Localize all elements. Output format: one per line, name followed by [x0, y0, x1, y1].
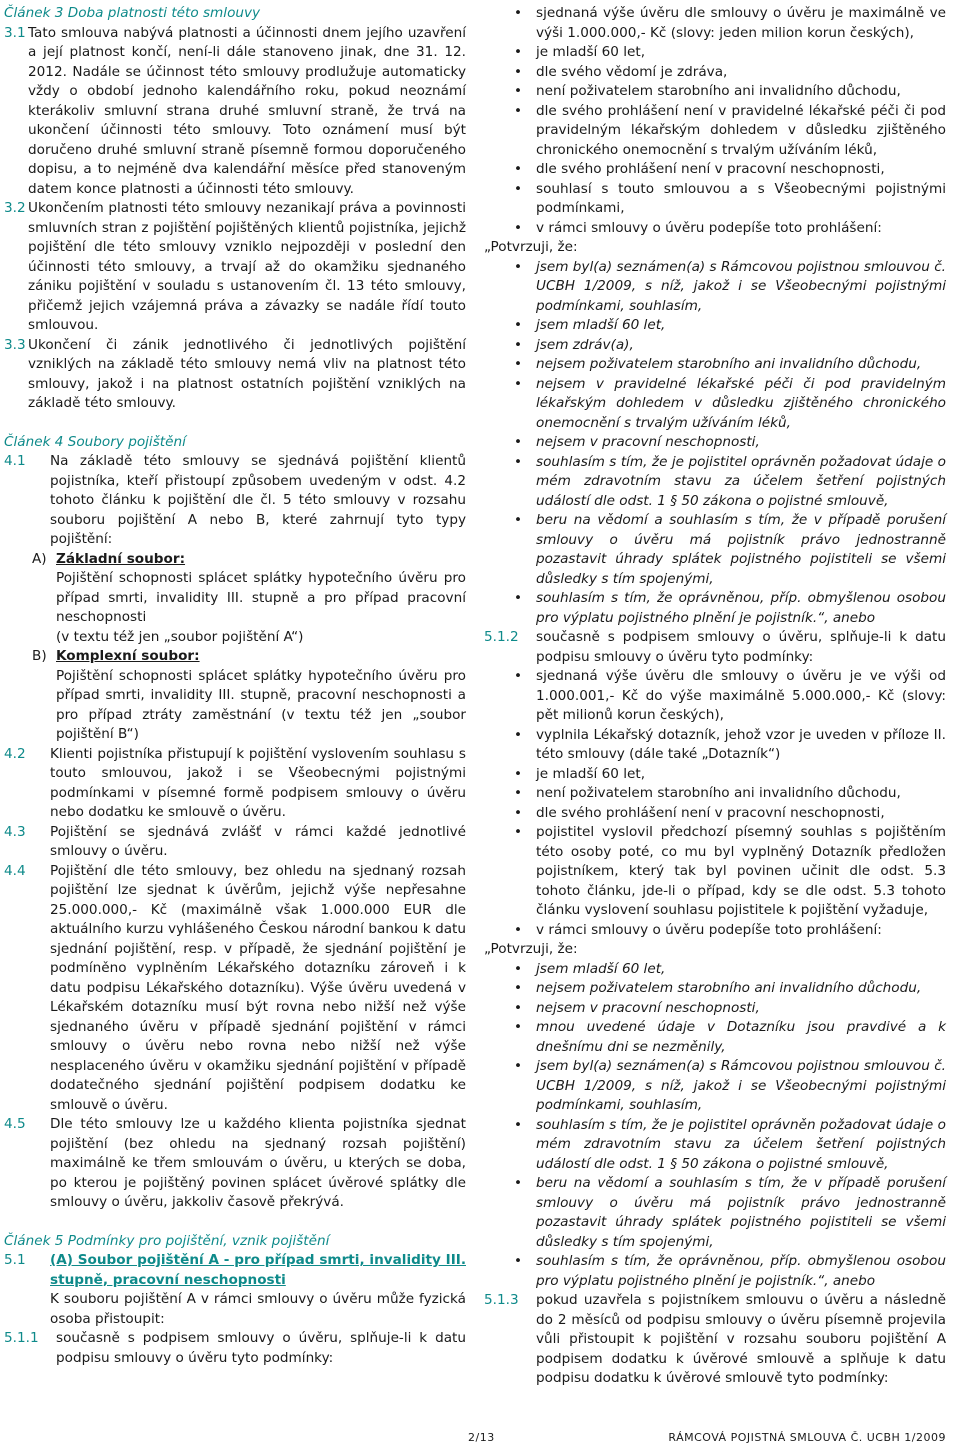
condition-item: • vyplnila Lékařský dotazník, jehož vzor je uveden v příloze II. této smlouvy (dále také „Dotazník“) — [484, 726, 946, 765]
section-number: 3.3 — [4, 336, 26, 353]
condition-item: • dle svého vědomí je zdráva, — [484, 63, 946, 83]
section-5-1 — [4, 1251, 466, 1329]
declaration-item: • nejsem poživatelem starobního ani invalidního důchodu, — [484, 979, 946, 999]
section-number: 5.1.1 — [4, 1330, 39, 1346]
section-4-3 — [4, 823, 466, 862]
section-number: 5.1.2 — [484, 629, 519, 645]
section-text: Pojištění se sjednává zvlášť v rámci každé jednotlivé smlouvy o úvěru. — [50, 823, 466, 859]
option-letter: A) — [32, 550, 47, 567]
condition-item: • v rámci smlouvy o úvěru podepíše toto prohlášení: — [484, 219, 946, 239]
condition-item: • je mladší 60 let, — [484, 43, 946, 63]
condition-item: • sjednaná výše úvěru dle smlouvy o úvěru je ve výši od 1.000.001,- Kč do výše maximálně 5.000.000,- Kč (slovy: pět milionů korun českých), — [484, 667, 946, 726]
section-text: Klienti pojistníka přistupují k pojištění vyslovením souhlasu s touto smlouvou, jakož i se Všeobecnými pojistnými podmínkami v písemné formě podpisem smlouvy o úvěru nebo dodatku ke smlouvě o úvěru. — [50, 745, 466, 820]
option-title: Komplexní soubor: — [56, 648, 200, 664]
condition-item: • je mladší 60 let, — [484, 765, 946, 785]
conditions-list-1 — [484, 4, 946, 238]
section-number: 3.1 — [4, 24, 26, 41]
declaration-item: • souhlasím s tím, že oprávněnou, příp. obmyšlenou osobou pro výplatu pojistného plnění je pojistník.“, anebo — [484, 589, 946, 628]
section-text: Tato smlouva nabývá platnosti a účinnosti dnem jejího uzavření a její platnost končí, není-li dále stanoveno jinak, dne 31. 12. 2012. Nadále se účinnost této smlouvy prodlužuje automaticky vždy o období jednoho kalendářního roku, pokud neoznámí kterákoliv smluvní strana druhé smluvní straně, že trvá na ukončení účinnosti této smlouvy. Toto oznámení musí být doručeno druhé smluvní straně písemně formou doporučeného dopisu, a to nejméně dva kalendářní měsíce před stanoveným datem konce platnosti a účinnosti této smlouvy. — [28, 24, 466, 197]
condition-item: • dle svého prohlášení není v pracovní neschopnosti, — [484, 804, 946, 824]
article-3-heading: Článek 3 Doba platnosti této smlouvy — [4, 5, 261, 21]
section-text: současně s podpisem smlouvy o úvěru, splňuje-li k datu podpisu smlouvy o úvěru tyto podmínky: — [536, 629, 946, 665]
left-column — [4, 4, 466, 1368]
section-number: 4.1 — [4, 453, 26, 469]
declaration-item: • souhlasím s tím, že je pojistitel oprávněn požadovat údaje o mém zdravotním stavu za účelem šetření pojistných událostí dle odst. 1 § 50 zákona o pojistné smlouvě, — [484, 1116, 946, 1175]
condition-item: • souhlasí s touto smlouvou a s Všeobecnými pojistnými podmínkami, — [484, 180, 946, 219]
section-4-5 — [4, 1115, 466, 1213]
section-3-1 — [4, 24, 466, 200]
section-4-1 — [4, 452, 466, 550]
section-5-1-2 — [484, 628, 946, 667]
section-text: současně s podpisem smlouvy o úvěru, splňuje-li k datu podpisu smlouvy o úvěru tyto podmínky: — [56, 1330, 466, 1366]
declaration-item: • nejsem poživatelem starobního ani invalidního důchodu, — [484, 355, 946, 375]
section-text: Na základě této smlouvy se sjednává pojištění klientů pojistníka, kteří přistoupí způsobem uvedeným v odst. 4.2 tohoto článku k pojištění dle čl. 5 této smlouvy v rozsahu souboru pojištění A nebo B, které zahrnují tyto typy pojištění: — [50, 453, 466, 547]
condition-item: • dle svého prohlášení není v pracovní neschopnosti, — [484, 160, 946, 180]
declaration-item: • jsem mladší 60 let, — [484, 960, 946, 980]
declaration-item: • nejsem v pracovní neschopnosti, — [484, 433, 946, 453]
condition-item: • sjednaná výše úvěru dle smlouvy o úvěru je maximálně ve výši 1.000.000,- Kč (slovy: jeden milion korun českých), — [484, 4, 946, 43]
section-3-3 — [4, 336, 466, 414]
section-number: 3.2 — [4, 200, 26, 216]
conditions-list-2 — [484, 667, 946, 940]
declaration-item: • jsem zdráv(a), — [484, 336, 946, 356]
page-number: 2/13 — [468, 1431, 495, 1444]
section-text: K souboru pojištění A v rámci smlouvy o úvěru může fyzická osoba přistoupit: — [50, 1291, 466, 1327]
option-text: Pojištění schopnosti splácet splátky hypotečního úvěru pro případ smrti, invalidity III. stupně a pro případ pracovní neschopnosti — [56, 570, 466, 625]
declaration-item: • nejsem v pracovní neschopnosti, — [484, 999, 946, 1019]
section-number: 5.1 — [4, 1252, 26, 1268]
right-column — [484, 4, 946, 1389]
condition-item: • v rámci smlouvy o úvěru podepíše toto prohlášení: — [484, 921, 946, 941]
section-number: 5.1.3 — [484, 1292, 519, 1308]
declaration-intro: „Potvrzuji, že: — [484, 239, 578, 255]
section-3-2 — [4, 199, 466, 336]
section-title: (A) Soubor pojištění A - pro případ smrti, invalidity III. stupně, pracovní neschopnosti — [50, 1252, 466, 1288]
option-letter: B) — [32, 648, 47, 664]
section-number: 4.2 — [4, 745, 26, 762]
declaration-item: • jsem mladší 60 let, — [484, 316, 946, 336]
section-text: Dle této smlouvy lze u každého klienta pojistníka sjednat pojištění (bez ohledu na sjednaný rozsah pojištění) maximálně ke třem smlouvám o úvěru, u kterých se doba, po kterou je pojištěný povinen splácet úvěrové splátky dle smlouvy o úvěru, jakkoliv časově překrývá. — [50, 1116, 466, 1210]
declaration-list-2 — [484, 960, 946, 1292]
declaration-list-1 — [484, 258, 946, 629]
section-text: pokud uzavřela s pojistníkem smlouvu o úvěru a následně do 2 měsíců od podpisu smlouvy o úvěru písemně projevila vůli přistoupit k pojištění v rozsahu souboru pojištění A podpisem dodatku k úvěrové smlouvě a splňuje k datu podpisu dodatku k úvěrové smlouvě tyto podmínky: — [536, 1292, 946, 1386]
option-body — [56, 647, 466, 745]
article-4-heading: Článek 4 Soubory pojištění — [4, 433, 186, 450]
section-5-1-3 — [484, 1291, 946, 1389]
condition-item: • není poživatelem starobního ani invalidního důchodu, — [484, 784, 946, 804]
section-number: 4.5 — [4, 1116, 26, 1132]
option-note: (v textu též jen „soubor pojištění A“) — [56, 628, 304, 645]
section-number: 4.4 — [4, 862, 26, 879]
declaration-item: • souhlasím s tím, že je pojistitel oprávněn požadovat údaje o mém zdravotním stavu za účelem šetření pojistných událostí dle odst. 1 § 50 zákona o pojistné smlouvě, — [484, 453, 946, 512]
declaration-item: • beru na vědomí a souhlasím s tím, že v případě porušení smlouvy o úvěru má pojistník právo jednostranně pozastavit úhrady splátek pojistného pojistiteli se všemi důsledky s tím spojenými, — [484, 511, 946, 589]
document-title: RÁMCOVÁ POJISTNÁ SMLOUVA Č. UCBH 1/2009 — [668, 1431, 946, 1444]
declaration-item: • jsem byl(a) seznámen(a) s Rámcovou pojistnou smlouvou č. UCBH 1/2009, s níž, jakož i se Všeobecnými pojistnými podmínkami, souhlasím, — [484, 1057, 946, 1116]
section-number: 4.3 — [4, 823, 26, 840]
section-text: Ukončení či zánik jednotlivého či jednotlivých pojištění vzniklých na základě této smlouvy nemá vliv na platnost této smlouvy, jakož i na platnost ostatních pojištění vzniklých na základě této smlouvy. — [28, 336, 466, 411]
section-text: Pojištění dle této smlouvy, bez ohledu na sjednaný rozsah pojištění lze sjednat k úvěrům, jejichž výše nepřesahne 25.000.000,- Kč (maximálně však 1.000.000 EUR dle aktuálního kurzu vyhlášeného Českou národní bankou k datu sjednání pojištění, resp. v případě, že sjednání pojištění je podmíněno vyplněním Lékařského dotazníku zároveň i k datu podpisu Lékařského dotazníku). Výše úvěru uvedená v Lékařském dotazníku musí být rovna nebo nižší než výše sjednaného úvěru v případě sjednání pojištění v rámci smlouvy o úvěru nebo rovna nebo nižší než výše nesplaceného úvěru v okamžiku sjednání pojištění v případě dodatečného sjednání pojištění podpisem dodatku ke smlouvě o úvěru. — [50, 862, 466, 1113]
section-text: Ukončením platnosti této smlouvy nezanikají práva a povinnosti smluvních stran z pojištění pojištěných klientů pojistníka, jejichž pojištění dle této smlouvy vzniklo nejpozději v poslední den účinnosti této smlouvy, a trvají až do okamžiku sjednaného zániku pojištění v souladu s ustanovením čl. 13 této smlouvy, přičemž jejich vzájemná práva a závazky se nadále řídí touto smlouvou. — [28, 200, 466, 333]
section-5-1-1 — [4, 1329, 466, 1368]
option-text: Pojištění schopnosti splácet splátky hypotečního úvěru pro případ smrti, invalidity III. stupně, pracovní neschopnosti a pro případ ztráty zaměstnání (v textu též jen „soubor pojištění B“) — [56, 667, 466, 742]
option-body — [56, 550, 466, 648]
section-4-2 — [4, 745, 466, 823]
section-body — [50, 1251, 466, 1329]
article-5-heading: Článek 5 Podmínky pro pojištění, vznik pojištění — [4, 1232, 330, 1249]
section-4-4 — [4, 862, 466, 1116]
declaration-item: • souhlasím s tím, že oprávněnou, příp. obmyšlenou osobou pro výplatu pojistného plnění je pojistník.“, anebo — [484, 1252, 946, 1291]
condition-item: • dle svého prohlášení není v pravidelné lékařské péči či pod pravidelným lékařským dohledem v důsledku zjištěného chronického onemocnění s trvalým užíváním léků, — [484, 102, 946, 161]
declaration-item: • jsem byl(a) seznámen(a) s Rámcovou pojistnou smlouvou č. UCBH 1/2009, s níž, jakož i se Všeobecnými pojistnými podmínkami, souhlasím, — [484, 258, 946, 317]
declaration-item: • mnou uvedené údaje v Dotazníku jsou pravdivé a k dnešnímu dni se nezměnily, — [484, 1018, 946, 1057]
declaration-intro: „Potvrzuji, že: — [484, 941, 578, 957]
declaration-item: • nejsem v pravidelné lékařské péči či pod pravidelným lékařským dohledem v důsledku zjištěného chronického onemocnění s trvalým užíváním léků, — [484, 375, 946, 434]
condition-item: • pojistitel vyslovil předchozí písemný souhlas s pojištěním této osoby poté, co mu byl vyplněný Dotazník předložen pojistníkem, který tak byl povinen učinit dle odst. 5.3 tohoto článku, jde-li o případ, kdy se dle odst. 5.3 tohoto článku vyslovení souhlasu pojistitele k pojištění vyžaduje, — [484, 823, 946, 921]
option-a — [32, 550, 466, 648]
condition-item: • není poživatelem starobního ani invalidního důchodu, — [484, 82, 946, 102]
option-title: Základní soubor: — [56, 550, 186, 567]
declaration-item: • beru na vědomí a souhlasím s tím, že v případě porušení smlouvy o úvěru má pojistník právo jednostranně pozastavit úhrady splátek pojistného pojistiteli se všemi důsledky s tím spojenými, — [484, 1174, 946, 1252]
option-b — [32, 647, 466, 745]
